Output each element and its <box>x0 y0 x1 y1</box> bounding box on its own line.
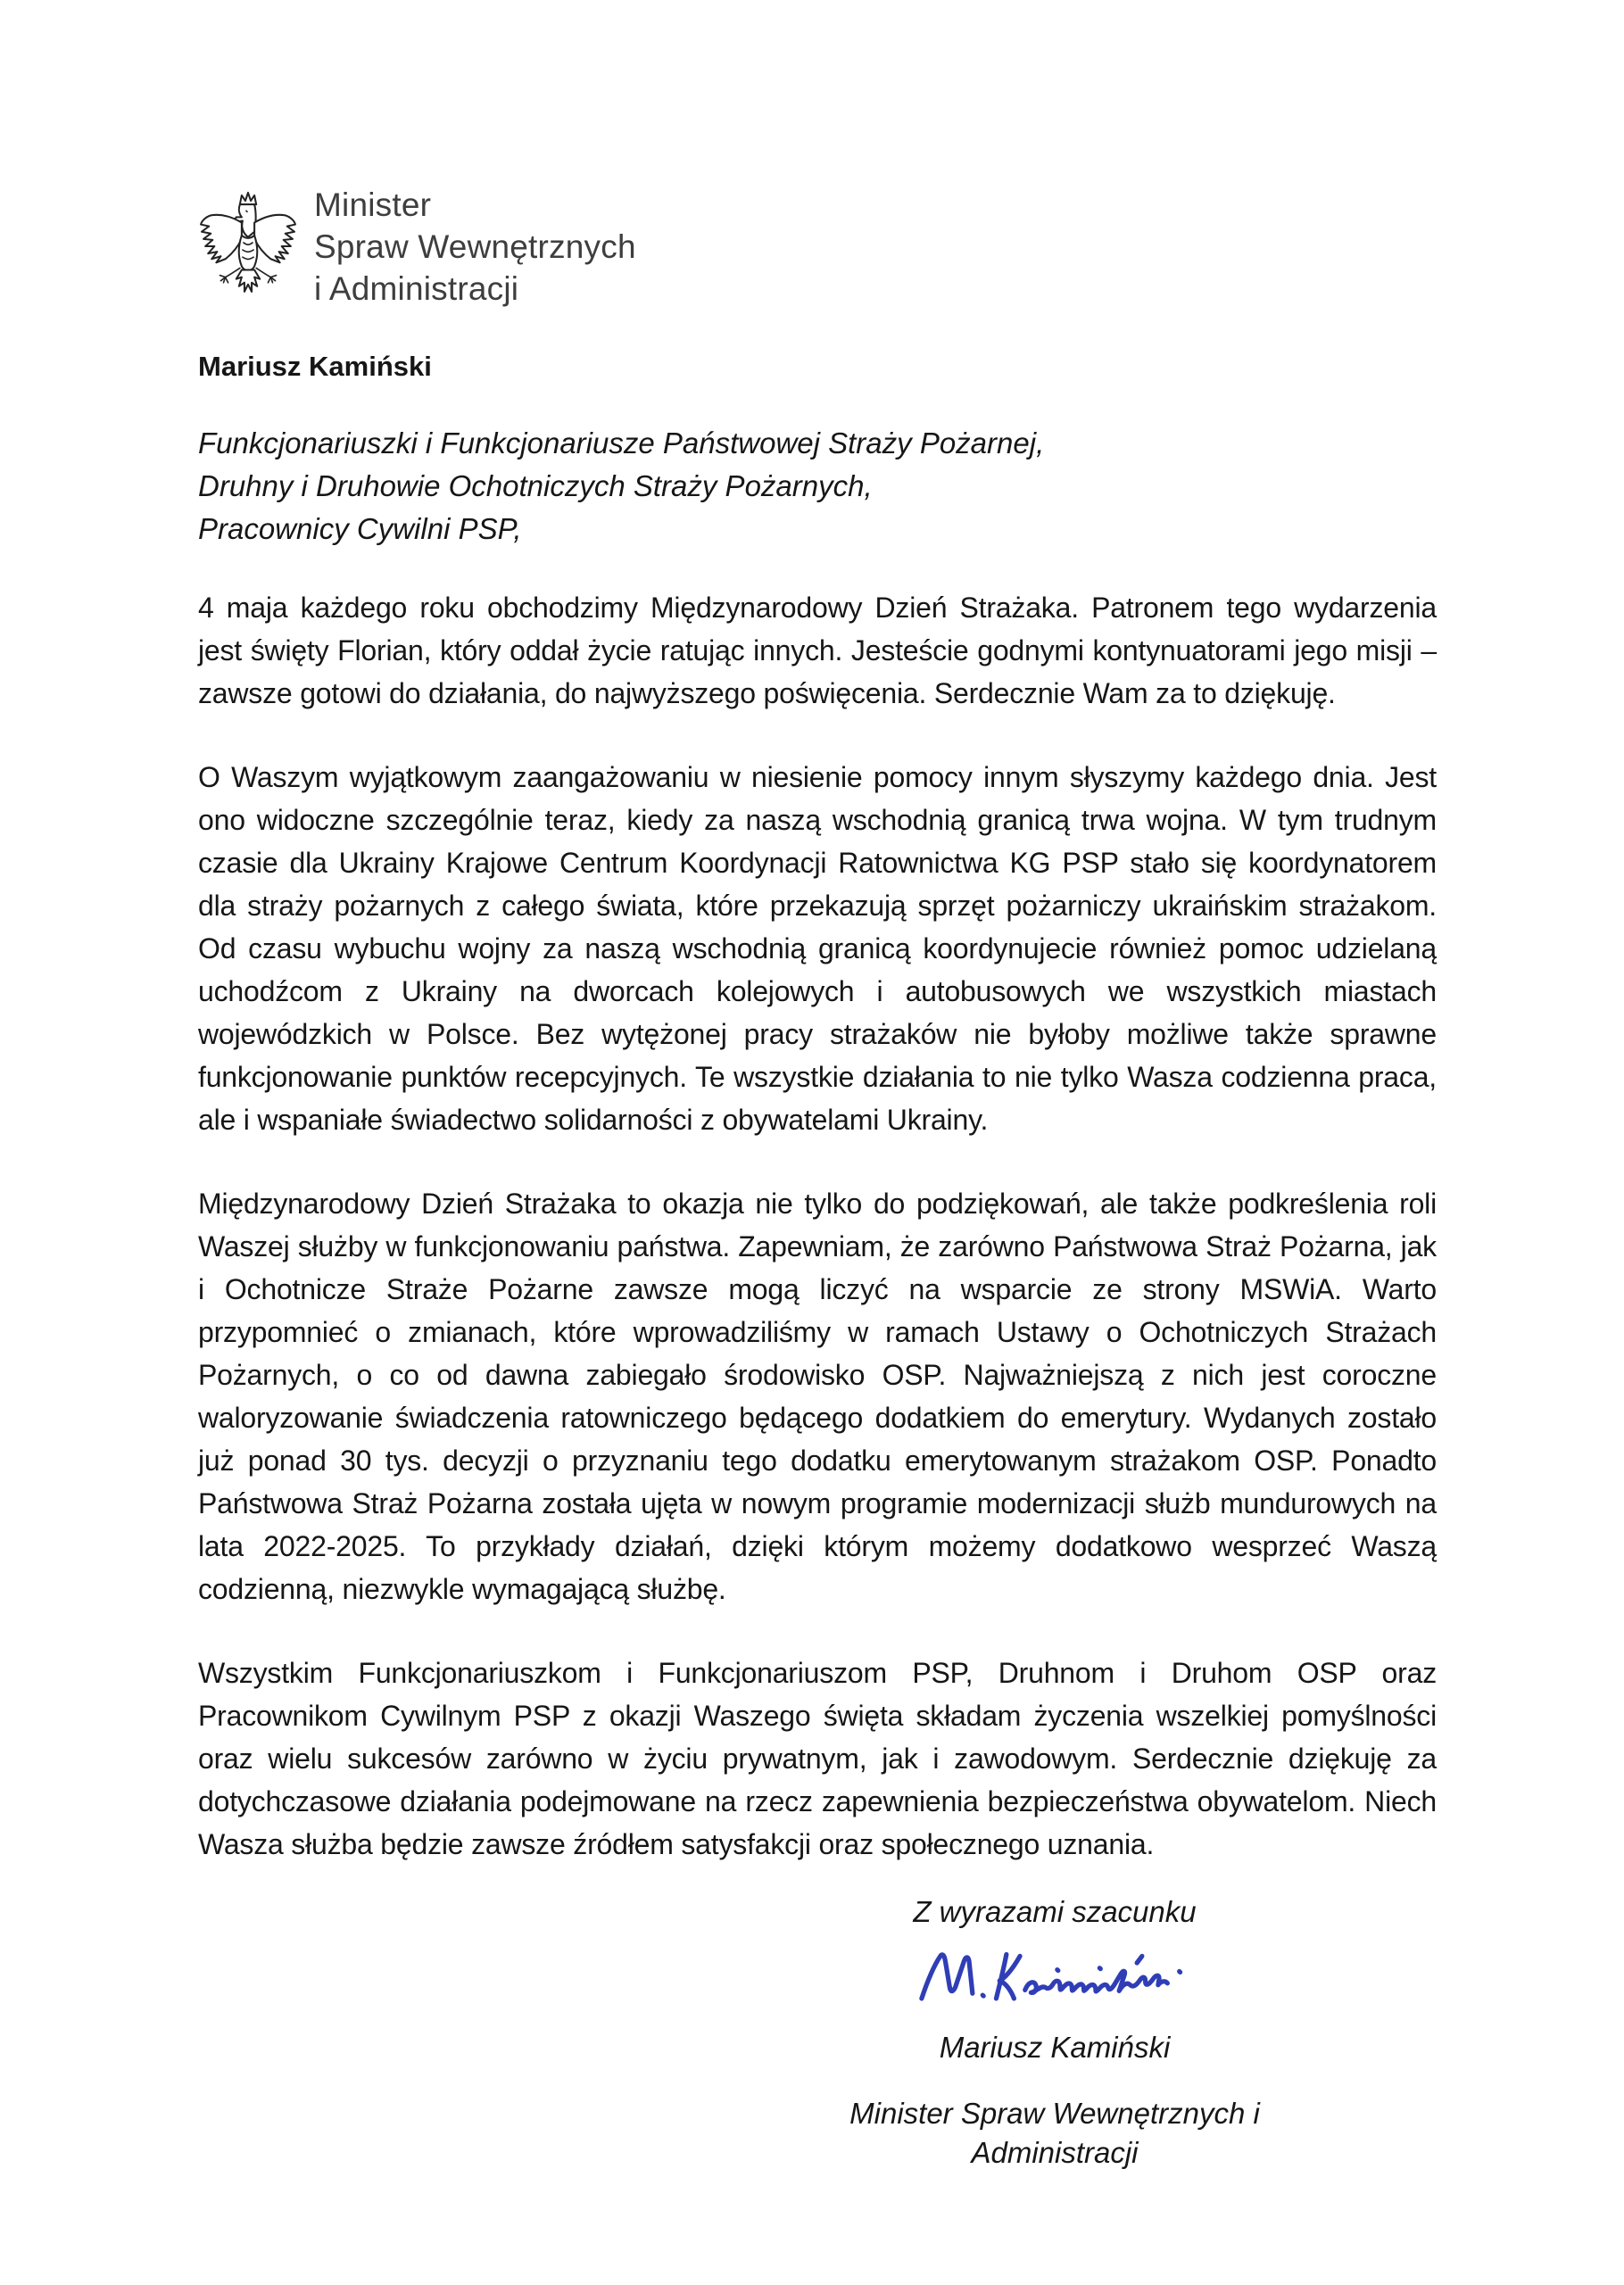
letter-paragraph-2: O Waszym wyjątkowym zaangażowaniu w niesienie pomocy innym słyszymy każdego dnia. Jest ono widoczne szczególnie teraz, kiedy za naszą wschodnią granicą trwa wojna. W tym trudnym czasie dla Ukrainy Krajowe Centrum Koordynacji Ratownictwa KG PSP stało się koordynatorem dla straży pożarnych z całego świata, które przekazują sprzęt pożarniczy ukraińskim strażakom. Od czasu wybuchu wojny za naszą wschodnią granicą koordynujecie również pomoc udzielaną uchodźcom z Ukrainy na dworcach kolejowych i autobusowych we wszystkich miastach wojewódzkich w Polsce. Bez wytężonej pracy strażaków nie byłoby możliwe także sprawne funkcjonowanie punktów recepcyjnych. Te wszystkie działania to nie tylko Wasza codzienna praca, ale i wspaniałe świadectwo solidarności z obywatelami Ukrainy. <box>198 761 1437 1136</box>
valediction: Z wyrazami szacunku <box>913 1895 1197 1928</box>
salutation-line-1: Funkcjonariuszki i Funkcjonariusze Państwowej Straży Pożarnej, <box>198 426 1045 459</box>
handwritten-signature-icon <box>907 1946 1202 2014</box>
ministry-title-line-2: Spraw Wewnętrznych <box>314 228 636 265</box>
salutation-line-2: Druhny i Druhowie Ochotniczych Straży Pożarnych, <box>198 469 873 502</box>
letter-paragraph-4: Wszystkim Funkcjonariuszkom i Funkcjonariuszom PSP, Druhnom i Druhom OSP oraz Pracownikom Cywilnym PSP z okazji Waszego święta składam życzenia wszelkiej pomyślności oraz wielu sukcesów zarówno w życiu prywatnym, jak i zawodowym. Serdecznie dziękuję za dotychczasowe działania podejmowane na rzecz zapewnienia bezpieczeństwa obywatelom. Niech Wasza służba będzie zawsze źródłem satysfakcji oraz społecznego uznania. <box>198 1657 1437 1860</box>
polish-eagle-emblem <box>198 189 298 303</box>
closing-block <box>769 1892 1340 2173</box>
ministry-title-line-3: i Administracji <box>314 270 519 307</box>
salutation <box>198 422 1437 551</box>
ministry-title-line-1: Minister <box>314 186 432 223</box>
letter-paragraph-1: 4 maja każdego roku obchodzimy Międzynarodowy Dzień Strażaka. Patronem tego wydarzenia jest święty Florian, który oddał życie ratując innych. Jesteście godnymi kontynuatorami jego misji – zawsze gotowi do działania, do najwyższego poświęcenia. Serdecznie Wam za to dziękuję. <box>198 592 1437 709</box>
ministry-title <box>314 184 636 310</box>
letter-paragraph-3: Międzynarodowy Dzień Strażaka to okazja nie tylko do podziękowań, ale także podkreślenia roli Waszej służby w funkcjonowaniu państwa. Zapewniam, że zarówno Państwowa Straż Pożarna, jak i Ochotnicze Straże Pożarne zawsze mogą liczyć na wsparcie ze strony MSWiA. Warto przypomnieć o zmianach, które wprowadziliśmy w ramach Ustawy o Ochotniczych Strażach Pożarnych, o co od dawna zabiegało środowisko OSP. Najważniejszą z nich jest coroczne waloryzowanie świadczenia ratowniczego będącego dodatkiem do emerytury. Wydanych zostało już ponad 30 tys. decyzji o przyznaniu tego dodatku emerytowanym strażakom OSP. Ponadto Państwowa Straż Pożarna została ujęta w nowym programie modernizacji służb mundurowych na lata 2022-2025. To przykłady działań, dzięki którym możemy dodatkowo wesprzeć Waszą codzienną, niezwykle wymagającą służbę. <box>198 1188 1437 1605</box>
salutation-line-3: Pracownicy Cywilni PSP, <box>198 512 522 545</box>
letter-body <box>198 586 1437 1866</box>
minister-name: Mariusz Kamiński <box>198 351 432 382</box>
signed-name: Mariusz Kamiński <box>939 2031 1171 2064</box>
letterhead <box>198 186 1437 310</box>
signed-title: Minister Spraw Wewnętrznych i Administracji <box>849 2097 1260 2169</box>
